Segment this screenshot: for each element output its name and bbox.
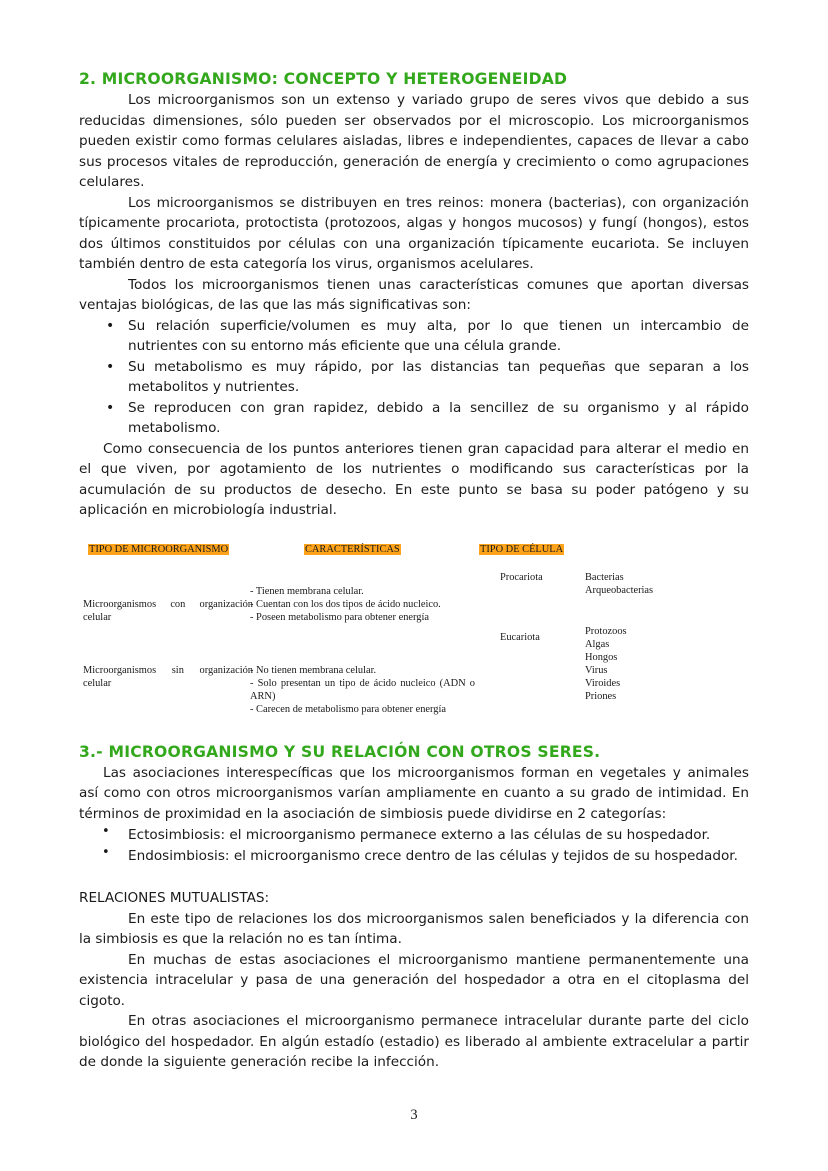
example-line: Algas xyxy=(585,638,610,650)
section-3-intro: Las asociaciones interespecíficas que los microorganismos forman en vegetales y animales así como con otros microorganismos varían ampliamente en cuanto a su grado de intimidad. En términos de proximidad en la asociación de simbiosis puede dividirse en 2 categorías: xyxy=(79,764,749,822)
list-item: • Su relación superficie/volumen es muy alta, por lo que tienen un intercambio de nutrientes con su entorno más eficiente que una célula grande. xyxy=(128,316,749,357)
list-item: • Endosimbiosis: el microorganismo crece dentro de las células y tejidos de su hospedador. xyxy=(128,846,749,867)
page-number: 3 xyxy=(410,1107,418,1123)
feature-line: - Solo presentan un tipo de ácido nucleico (ADN o ARN) xyxy=(250,677,475,702)
mutualist-subheading: RELACIONES MUTUALISTAS: xyxy=(79,890,270,906)
section-2-paragraph-3: Todos los microorganismos tienen unas características comunes que aportan diversas ventajas biológicas, de las que las más significativas son: xyxy=(79,276,749,313)
example-line: Arqueobacterias xyxy=(585,584,654,596)
example-line: Viroides xyxy=(585,677,621,689)
advantages-list xyxy=(79,316,749,439)
feature-line: - No tienen membrana celular. xyxy=(250,664,377,676)
symbiosis-list xyxy=(79,825,749,866)
microorganism-table xyxy=(79,543,749,715)
row1-cell-type-eucariota: Eucariota xyxy=(500,631,540,643)
section-2-heading: 2. MICROORGANISMO: CONCEPTO Y HETEROGENEIDAD xyxy=(79,70,568,88)
table-header-type: TIPO DE MICROORGANISMO xyxy=(89,543,229,555)
feature-line: - Poseen metabolismo para obtener energía xyxy=(250,611,429,623)
row1-examples-procariota xyxy=(585,571,653,597)
feature-line: - Tienen membrana celular. xyxy=(250,585,364,597)
section-3-paragraph-3: En otras asociaciones el microorganismo permanece intracelular durante parte del ciclo biológico del hospedador. En algún estadío (estadio) es liberado al ambiente extracelular a partir de donde la siguiente generación recibe la infección. xyxy=(79,1013,749,1070)
section-3-paragraph-1: En este tipo de relaciones los dos microorganismos salen beneficiados y la diferencia con la simbiosis es que la relación no es tan íntima. xyxy=(79,910,749,947)
section-3-heading: 3.- MICROORGANISMO Y SU RELACIÓN CON OTROS SERES. xyxy=(79,742,601,761)
row1-type: Microorganismos con organización celular xyxy=(83,598,253,623)
feature-line: - Cuentan con los dos tipos de ácido nucleico. xyxy=(250,598,441,610)
row2-examples xyxy=(585,664,620,703)
row1-cell-type-procariota: Procariota xyxy=(500,571,543,583)
example-line: Virus xyxy=(585,664,608,676)
table-header-cell-type: TIPO DE CÉLULA xyxy=(480,543,564,555)
example-line: Hongos xyxy=(585,651,618,663)
section-2-closing: Como consecuencia de los puntos anteriores tienen gran capacidad para alterar el medio en el que viven, por agotamiento de los nutrientes o modificando sus características por la acumulación de su productos de desecho. En este punto se basa su poder patógeno y su aplicación en microbiología industrial. xyxy=(79,440,749,518)
list-item: • Su metabolismo es muy rápido, por las distancias tan pequeñas que separan a los metabolitos y nutrientes. xyxy=(128,357,749,398)
list-item: • Se reproducen con gran rapidez, debido a la sencillez de su organismo y al rápido metabolismo. xyxy=(128,398,749,439)
example-line: Bacterias xyxy=(585,571,624,583)
section-2-paragraph-1: Los microorganismos son un extenso y variado grupo de seres vivos que debido a sus reducidas dimensiones, sólo pueden ser observados por el microscopio. Los microorganismos pueden existir como formas celulares aisladas, libres e independientes, capaces de llevar a cabo sus procesos vitales de reproducción, generación de energía y crecimiento o como agrupaciones celulares. xyxy=(79,92,749,190)
row2-features xyxy=(250,664,475,716)
row2-type: Microorganismos sin organización celular xyxy=(83,664,253,689)
table-header-features: CARACTERÍSTICAS xyxy=(305,543,400,555)
example-line: Priones xyxy=(585,690,617,702)
section-3-paragraph-2: En muchas de estas asociaciones el microorganismo mantiene permanentemente una existencia intracelular y pasa de una generación del hospedador a otra en el citoplasma del cigoto. xyxy=(79,951,749,1009)
feature-line: - Carecen de metabolismo para obtener energía xyxy=(250,703,446,715)
section-2-paragraph-2: Los microorganismos se distribuyen en tres reinos: monera (bacterias), con organización típicamente procariota, protoctista (protozoos, algas y hongos mucosos) y fungí (hongos), estos dos últimos constituidos por células con una organización típicamente eucariota. Se incluyen también dentro de esta categoría los virus, organismos acelulares. xyxy=(79,194,749,272)
row1-examples-eucariota xyxy=(585,625,627,664)
row1-features xyxy=(250,585,480,624)
example-line: Protozoos xyxy=(585,625,627,637)
list-item: • Ectosimbiosis: el microorganismo permanece externo a las células de su hospedador. xyxy=(128,825,749,846)
